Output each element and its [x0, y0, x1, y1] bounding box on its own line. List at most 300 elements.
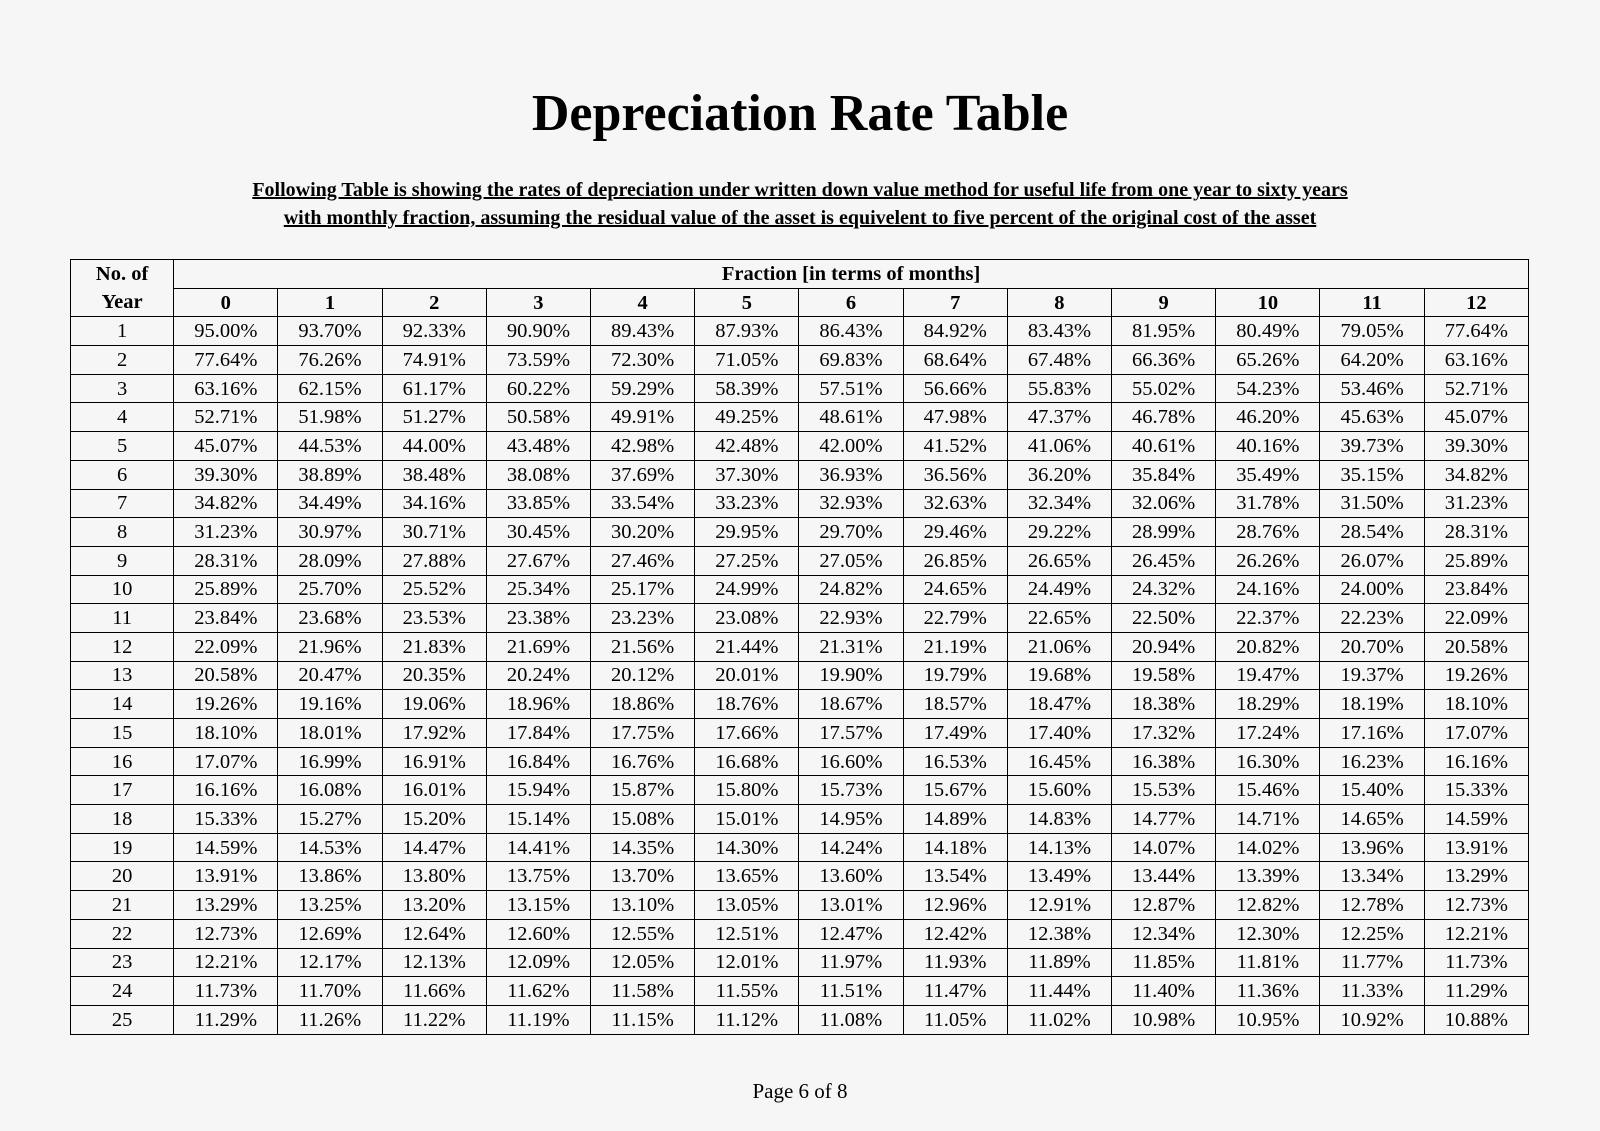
- rate-cell: 13.10%: [591, 891, 695, 920]
- rate-cell: 46.78%: [1112, 403, 1216, 432]
- rate-cell: 26.07%: [1320, 546, 1424, 575]
- rate-cell: 92.33%: [382, 317, 486, 346]
- rate-cell: 77.64%: [1424, 317, 1528, 346]
- rate-cell: 57.51%: [799, 374, 903, 403]
- rate-cell: 45.07%: [1424, 403, 1528, 432]
- rate-cell: 17.75%: [591, 719, 695, 748]
- rate-cell: 39.30%: [174, 460, 278, 489]
- rate-cell: 22.50%: [1112, 604, 1216, 633]
- rate-cell: 11.51%: [799, 977, 903, 1006]
- rate-cell: 14.30%: [695, 833, 799, 862]
- rate-cell: 35.84%: [1112, 460, 1216, 489]
- rate-cell: 53.46%: [1320, 374, 1424, 403]
- rate-cell: 29.95%: [695, 518, 799, 547]
- rate-cell: 64.20%: [1320, 346, 1424, 375]
- rate-cell: 11.66%: [382, 977, 486, 1006]
- rate-cell: 24.99%: [695, 575, 799, 604]
- rate-cell: 17.32%: [1112, 719, 1216, 748]
- rate-cell: 13.20%: [382, 891, 486, 920]
- rate-cell: 67.48%: [1007, 346, 1111, 375]
- rate-cell: 19.06%: [382, 690, 486, 719]
- rate-cell: 36.20%: [1007, 460, 1111, 489]
- table-row: [71, 948, 1529, 977]
- rate-cell: 17.16%: [1320, 719, 1424, 748]
- rate-cell: 10.88%: [1424, 1005, 1528, 1034]
- rate-cell: 13.70%: [591, 862, 695, 891]
- rate-cell: 16.60%: [799, 747, 903, 776]
- rate-cell: 19.47%: [1216, 661, 1320, 690]
- year-cell: 7: [71, 489, 174, 518]
- rate-cell: 29.46%: [903, 518, 1007, 547]
- rate-cell: 12.82%: [1216, 891, 1320, 920]
- rate-cell: 45.07%: [174, 432, 278, 461]
- rate-cell: 13.75%: [486, 862, 590, 891]
- rate-cell: 12.21%: [1424, 919, 1528, 948]
- rate-cell: 11.12%: [695, 1005, 799, 1034]
- rate-cell: 11.02%: [1007, 1005, 1111, 1034]
- rate-cell: 16.38%: [1112, 747, 1216, 776]
- rate-cell: 19.26%: [1424, 661, 1528, 690]
- rate-cell: 34.16%: [382, 489, 486, 518]
- rate-cell: 14.24%: [799, 833, 903, 862]
- rate-cell: 14.07%: [1112, 833, 1216, 862]
- rate-cell: 48.61%: [799, 403, 903, 432]
- rate-cell: 18.76%: [695, 690, 799, 719]
- rate-cell: 28.31%: [174, 546, 278, 575]
- rate-cell: 44.00%: [382, 432, 486, 461]
- rate-cell: 12.01%: [695, 948, 799, 977]
- rate-cell: 29.22%: [1007, 518, 1111, 547]
- month-header-cell: 6: [799, 288, 903, 317]
- rate-cell: 14.35%: [591, 833, 695, 862]
- year-cell: 18: [71, 805, 174, 834]
- rate-cell: 95.00%: [174, 317, 278, 346]
- rate-cell: 11.22%: [382, 1005, 486, 1034]
- month-header-cell: 9: [1112, 288, 1216, 317]
- rate-cell: 52.71%: [174, 403, 278, 432]
- rate-cell: 21.19%: [903, 632, 1007, 661]
- rate-cell: 20.70%: [1320, 632, 1424, 661]
- rate-cell: 27.25%: [695, 546, 799, 575]
- rate-cell: 77.64%: [174, 346, 278, 375]
- rate-cell: 80.49%: [1216, 317, 1320, 346]
- rate-cell: 17.57%: [799, 719, 903, 748]
- rate-cell: 13.91%: [174, 862, 278, 891]
- rate-cell: 34.49%: [278, 489, 382, 518]
- rate-cell: 65.26%: [1216, 346, 1320, 375]
- table-row: [71, 805, 1529, 834]
- table-row: [71, 460, 1529, 489]
- rate-cell: 16.84%: [486, 747, 590, 776]
- rate-cell: 25.52%: [382, 575, 486, 604]
- year-cell: 4: [71, 403, 174, 432]
- rate-cell: 12.25%: [1320, 919, 1424, 948]
- table-row: [71, 862, 1529, 891]
- rate-cell: 22.09%: [174, 632, 278, 661]
- rate-cell: 45.63%: [1320, 403, 1424, 432]
- rate-cell: 18.10%: [1424, 690, 1528, 719]
- rate-cell: 14.59%: [174, 833, 278, 862]
- table-row: [71, 1005, 1529, 1034]
- rate-cell: 12.87%: [1112, 891, 1216, 920]
- rate-cell: 11.55%: [695, 977, 799, 1006]
- rate-cell: 26.85%: [903, 546, 1007, 575]
- rate-cell: 11.93%: [903, 948, 1007, 977]
- rate-cell: 73.59%: [486, 346, 590, 375]
- rate-cell: 12.13%: [382, 948, 486, 977]
- rate-cell: 46.20%: [1216, 403, 1320, 432]
- year-cell: 14: [71, 690, 174, 719]
- rate-cell: 16.16%: [1424, 747, 1528, 776]
- rate-cell: 16.23%: [1320, 747, 1424, 776]
- rate-cell: 11.85%: [1112, 948, 1216, 977]
- year-cell: 17: [71, 776, 174, 805]
- rate-cell: 25.89%: [1424, 546, 1528, 575]
- month-header-cell: 4: [591, 288, 695, 317]
- rate-cell: 14.65%: [1320, 805, 1424, 834]
- rate-cell: 32.63%: [903, 489, 1007, 518]
- rate-cell: 11.70%: [278, 977, 382, 1006]
- table-row: [71, 891, 1529, 920]
- table-row: [71, 719, 1529, 748]
- rate-cell: 33.54%: [591, 489, 695, 518]
- rate-cell: 30.71%: [382, 518, 486, 547]
- month-header-cell: 3: [486, 288, 590, 317]
- rate-cell: 13.01%: [799, 891, 903, 920]
- rate-cell: 30.20%: [591, 518, 695, 547]
- rate-cell: 16.45%: [1007, 747, 1111, 776]
- rate-cell: 74.91%: [382, 346, 486, 375]
- rate-cell: 15.33%: [1424, 776, 1528, 805]
- rate-cell: 12.91%: [1007, 891, 1111, 920]
- description-line-2: with monthly fraction, assuming the residual value of the asset is equivelent to five percent of the original cost of the asset: [283, 207, 1317, 229]
- rate-cell: 17.07%: [174, 747, 278, 776]
- rate-cell: 11.26%: [278, 1005, 382, 1034]
- rate-cell: 42.98%: [591, 432, 695, 461]
- rate-cell: 10.92%: [1320, 1005, 1424, 1034]
- rate-cell: 40.16%: [1216, 432, 1320, 461]
- rate-cell: 23.84%: [174, 604, 278, 633]
- rate-cell: 76.26%: [278, 346, 382, 375]
- rate-cell: 29.70%: [799, 518, 903, 547]
- rate-cell: 86.43%: [799, 317, 903, 346]
- rate-cell: 21.56%: [591, 632, 695, 661]
- rate-cell: 42.00%: [799, 432, 903, 461]
- rate-cell: 51.27%: [382, 403, 486, 432]
- rate-cell: 34.82%: [1424, 460, 1528, 489]
- rate-cell: 14.53%: [278, 833, 382, 862]
- rate-cell: 62.15%: [278, 374, 382, 403]
- rate-cell: 11.62%: [486, 977, 590, 1006]
- month-header-cell: 11: [1320, 288, 1424, 317]
- rate-cell: 38.89%: [278, 460, 382, 489]
- rate-cell: 11.47%: [903, 977, 1007, 1006]
- rate-cell: 23.38%: [486, 604, 590, 633]
- rate-cell: 17.24%: [1216, 719, 1320, 748]
- rate-cell: 17.92%: [382, 719, 486, 748]
- rate-cell: 11.81%: [1216, 948, 1320, 977]
- rate-cell: 23.08%: [695, 604, 799, 633]
- rate-cell: 13.96%: [1320, 833, 1424, 862]
- rate-cell: 26.45%: [1112, 546, 1216, 575]
- month-header-cell: 8: [1007, 288, 1111, 317]
- rate-cell: 12.69%: [278, 919, 382, 948]
- rate-cell: 11.33%: [1320, 977, 1424, 1006]
- year-header-line-2: Year: [101, 291, 143, 314]
- rate-cell: 27.46%: [591, 546, 695, 575]
- rate-cell: 16.08%: [278, 776, 382, 805]
- rate-cell: 18.29%: [1216, 690, 1320, 719]
- rate-cell: 22.37%: [1216, 604, 1320, 633]
- rate-cell: 12.55%: [591, 919, 695, 948]
- rate-cell: 89.43%: [591, 317, 695, 346]
- month-header-cell: 5: [695, 288, 799, 317]
- rate-cell: 28.76%: [1216, 518, 1320, 547]
- rate-cell: 12.51%: [695, 919, 799, 948]
- rate-cell: 14.47%: [382, 833, 486, 862]
- rate-cell: 19.16%: [278, 690, 382, 719]
- rate-cell: 44.53%: [278, 432, 382, 461]
- year-cell: 3: [71, 374, 174, 403]
- rate-cell: 14.59%: [1424, 805, 1528, 834]
- rate-cell: 20.94%: [1112, 632, 1216, 661]
- rate-cell: 18.10%: [174, 719, 278, 748]
- year-cell: 16: [71, 747, 174, 776]
- rate-cell: 13.25%: [278, 891, 382, 920]
- rate-cell: 20.82%: [1216, 632, 1320, 661]
- rate-cell: 90.90%: [486, 317, 590, 346]
- rate-cell: 18.38%: [1112, 690, 1216, 719]
- rate-cell: 40.61%: [1112, 432, 1216, 461]
- rate-cell: 58.39%: [695, 374, 799, 403]
- rate-cell: 11.73%: [1424, 948, 1528, 977]
- rate-cell: 16.68%: [695, 747, 799, 776]
- rate-cell: 13.60%: [799, 862, 903, 891]
- rate-cell: 11.19%: [486, 1005, 590, 1034]
- header-row-top: [71, 260, 1529, 289]
- rate-cell: 18.67%: [799, 690, 903, 719]
- rate-cell: 18.47%: [1007, 690, 1111, 719]
- rate-cell: 21.83%: [382, 632, 486, 661]
- rate-cell: 72.30%: [591, 346, 695, 375]
- rate-cell: 55.02%: [1112, 374, 1216, 403]
- rate-cell: 12.34%: [1112, 919, 1216, 948]
- rate-cell: 38.48%: [382, 460, 486, 489]
- rate-cell: 87.93%: [695, 317, 799, 346]
- rate-cell: 11.08%: [799, 1005, 903, 1034]
- rate-cell: 16.91%: [382, 747, 486, 776]
- year-cell: 8: [71, 518, 174, 547]
- rate-cell: 17.07%: [1424, 719, 1528, 748]
- rate-cell: 37.69%: [591, 460, 695, 489]
- rate-cell: 14.02%: [1216, 833, 1320, 862]
- rate-cell: 93.70%: [278, 317, 382, 346]
- year-cell: 5: [71, 432, 174, 461]
- rate-cell: 25.89%: [174, 575, 278, 604]
- rate-cell: 16.76%: [591, 747, 695, 776]
- rate-cell: 13.34%: [1320, 862, 1424, 891]
- rate-cell: 49.25%: [695, 403, 799, 432]
- rate-cell: 24.00%: [1320, 575, 1424, 604]
- rate-cell: 11.15%: [591, 1005, 695, 1034]
- rate-cell: 11.05%: [903, 1005, 1007, 1034]
- rate-cell: 15.73%: [799, 776, 903, 805]
- rate-cell: 13.86%: [278, 862, 382, 891]
- rate-cell: 20.58%: [174, 661, 278, 690]
- rate-cell: 10.98%: [1112, 1005, 1216, 1034]
- month-header-cell: 2: [382, 288, 486, 317]
- rate-cell: 17.84%: [486, 719, 590, 748]
- rate-cell: 49.91%: [591, 403, 695, 432]
- rate-cell: 27.88%: [382, 546, 486, 575]
- month-header-cell: 1: [278, 288, 382, 317]
- rate-cell: 12.47%: [799, 919, 903, 948]
- rate-cell: 19.58%: [1112, 661, 1216, 690]
- rate-cell: 36.93%: [799, 460, 903, 489]
- rate-cell: 19.37%: [1320, 661, 1424, 690]
- rate-cell: 42.48%: [695, 432, 799, 461]
- rate-cell: 11.29%: [174, 1005, 278, 1034]
- year-cell: 19: [71, 833, 174, 862]
- rate-cell: 15.20%: [382, 805, 486, 834]
- rate-cell: 21.96%: [278, 632, 382, 661]
- rate-cell: 51.98%: [278, 403, 382, 432]
- rate-cell: 19.68%: [1007, 661, 1111, 690]
- rate-cell: 31.78%: [1216, 489, 1320, 518]
- rate-cell: 30.45%: [486, 518, 590, 547]
- rate-cell: 69.83%: [799, 346, 903, 375]
- rate-cell: 18.96%: [486, 690, 590, 719]
- rate-cell: 15.60%: [1007, 776, 1111, 805]
- rate-cell: 20.35%: [382, 661, 486, 690]
- table-row: [71, 346, 1529, 375]
- rate-cell: 16.53%: [903, 747, 1007, 776]
- rate-cell: 12.38%: [1007, 919, 1111, 948]
- year-cell: 6: [71, 460, 174, 489]
- rate-cell: 28.09%: [278, 546, 382, 575]
- table-row: [71, 690, 1529, 719]
- year-cell: 25: [71, 1005, 174, 1034]
- rate-cell: 14.89%: [903, 805, 1007, 834]
- table-row: [71, 661, 1529, 690]
- table-row: [71, 776, 1529, 805]
- rate-cell: 28.99%: [1112, 518, 1216, 547]
- rate-cell: 18.19%: [1320, 690, 1424, 719]
- rate-cell: 17.49%: [903, 719, 1007, 748]
- year-cell: 23: [71, 948, 174, 977]
- page-number: Page 6 of 8: [752, 1079, 848, 1103]
- table-description: [140, 176, 1460, 232]
- table-row: [71, 977, 1529, 1006]
- rate-cell: 13.65%: [695, 862, 799, 891]
- rate-cell: 15.94%: [486, 776, 590, 805]
- rate-cell: 22.65%: [1007, 604, 1111, 633]
- rate-cell: 83.43%: [1007, 317, 1111, 346]
- rate-cell: 11.97%: [799, 948, 903, 977]
- rate-cell: 14.95%: [799, 805, 903, 834]
- rate-cell: 60.22%: [486, 374, 590, 403]
- rate-cell: 66.36%: [1112, 346, 1216, 375]
- rate-cell: 21.06%: [1007, 632, 1111, 661]
- table-row: [71, 833, 1529, 862]
- rate-cell: 59.29%: [591, 374, 695, 403]
- rate-cell: 18.01%: [278, 719, 382, 748]
- rate-cell: 17.66%: [695, 719, 799, 748]
- month-header-cell: 12: [1424, 288, 1528, 317]
- rate-cell: 34.82%: [174, 489, 278, 518]
- page-title: Depreciation Rate Table: [531, 85, 1069, 142]
- rate-cell: 47.37%: [1007, 403, 1111, 432]
- rate-cell: 63.16%: [1424, 346, 1528, 375]
- year-cell: 13: [71, 661, 174, 690]
- rate-cell: 81.95%: [1112, 317, 1216, 346]
- rate-cell: 12.09%: [486, 948, 590, 977]
- rate-cell: 39.30%: [1424, 432, 1528, 461]
- rate-cell: 20.24%: [486, 661, 590, 690]
- year-cell: 21: [71, 891, 174, 920]
- rate-cell: 13.05%: [695, 891, 799, 920]
- rate-cell: 23.68%: [278, 604, 382, 633]
- rate-cell: 16.30%: [1216, 747, 1320, 776]
- year-header-line-1: No. of: [95, 263, 149, 286]
- table-row: [71, 575, 1529, 604]
- rate-cell: 12.78%: [1320, 891, 1424, 920]
- table-row: [71, 632, 1529, 661]
- rate-cell: 26.26%: [1216, 546, 1320, 575]
- rate-cell: 15.46%: [1216, 776, 1320, 805]
- rate-cell: 37.30%: [695, 460, 799, 489]
- rate-cell: 25.34%: [486, 575, 590, 604]
- month-header-cell: 0: [174, 288, 278, 317]
- description-line-1: Following Table is showing the rates of depreciation under written down value method for useful life from one year to sixty years: [252, 179, 1348, 201]
- rate-cell: 16.16%: [174, 776, 278, 805]
- rate-cell: 47.98%: [903, 403, 1007, 432]
- month-header-row: [71, 288, 1529, 317]
- rate-cell: 27.67%: [486, 546, 590, 575]
- rate-cell: 31.50%: [1320, 489, 1424, 518]
- rate-cell: 28.54%: [1320, 518, 1424, 547]
- rate-cell: 12.73%: [174, 919, 278, 948]
- rate-cell: 13.80%: [382, 862, 486, 891]
- rate-cell: 15.01%: [695, 805, 799, 834]
- rate-cell: 32.34%: [1007, 489, 1111, 518]
- rate-cell: 15.14%: [486, 805, 590, 834]
- rate-cell: 24.16%: [1216, 575, 1320, 604]
- rate-cell: 15.33%: [174, 805, 278, 834]
- rate-cell: 14.41%: [486, 833, 590, 862]
- rate-cell: 22.23%: [1320, 604, 1424, 633]
- rate-cell: 26.65%: [1007, 546, 1111, 575]
- rate-cell: 17.40%: [1007, 719, 1111, 748]
- rate-cell: 21.69%: [486, 632, 590, 661]
- year-cell: 11: [71, 604, 174, 633]
- year-cell: 9: [71, 546, 174, 575]
- rate-cell: 16.01%: [382, 776, 486, 805]
- rate-cell: 11.36%: [1216, 977, 1320, 1006]
- rate-cell: 19.79%: [903, 661, 1007, 690]
- rate-cell: 11.77%: [1320, 948, 1424, 977]
- rate-cell: 11.29%: [1424, 977, 1528, 1006]
- rate-cell: 12.64%: [382, 919, 486, 948]
- rate-cell: 23.53%: [382, 604, 486, 633]
- rate-cell: 13.29%: [174, 891, 278, 920]
- rate-cell: 11.44%: [1007, 977, 1111, 1006]
- rate-cell: 50.58%: [486, 403, 590, 432]
- rate-cell: 10.95%: [1216, 1005, 1320, 1034]
- rate-cell: 33.85%: [486, 489, 590, 518]
- rate-cell: 14.71%: [1216, 805, 1320, 834]
- rate-cell: 20.58%: [1424, 632, 1528, 661]
